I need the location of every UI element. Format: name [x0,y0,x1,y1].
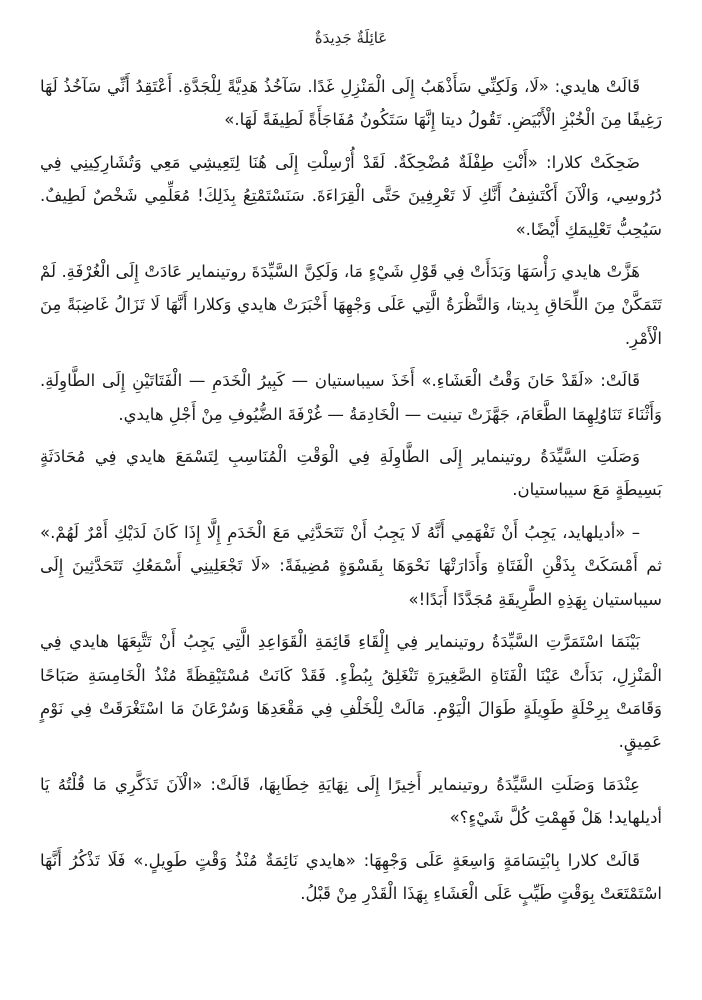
paragraph: قَالَتْ: «لَقَدْ حَانَ وَقْتُ الْعَشَاءِ.» أَخَذَ سيباستيان — كَبِيرُ الْخَدَمِ — الْفَتَاتَيْنِ إِلَى الطَّاوِلَةِ. وَأَثْنَاءَ تَنَاوُلِهِمَا الطَّعَامَ، جَهَّزَتْ تينيت — الْخَادِمَةُ — غُرْفَةَ الضُّيُوفِ مِنْ أَجْلِ هايدي. [40,371,662,424]
page-header-title: عَائِلَةٌ جَدِيدَةٌ [314,29,388,47]
paragraph: – «أديلهايد، يَجِبُ أَنْ تَفْهَمِي أَنَّهُ لَا يَجِبُ أَنْ تَتَحَدَّثِي مَعَ الْخَدَمِ إِلَّا إِذَا كَانَ لَدَيْكِ أَمْرٌ لَهُمْ.» ثم أَمْسَكَتْ بِذَقْنِ الْفَتَاةِ وَأَدَارَتْهَا نَحْوَهَا بِقَسْوَةٍ مُضِيفَةً: «لَا تَجْعَلِينِي أَسْمَعُكِ تَتَحَدَّثِينَ إِلَى سيباستيان بِهَذِهِ الطَّرِيقَةِ مُجَدَّدًا أَبَدًا!» [40,522,662,609]
paragraph: قَالَتْ هايدي: «لَا، وَلَكِنِّي سَأَذْهَبُ إِلَى الْمَنْزِلِ غَدًا. سَآخُذُ هَدِيَّةً لِلْجَدَّةِ. أَعْتَقِدُ أَنِّي سَآخُذُ لَهَا رَغِيفًا مِنَ الْخُبْزِ الْأَبْيَضِ. تَقُولُ ديتا إِنَّهَا سَتَكُونُ مُفَاجَأَةً لَطِيفَةً لَهَا.» [40,77,662,130]
paragraph: بَيْنَمَا اسْتَمَرَّتِ السَّيِّدَةُ روتينماير فِي إِلْقَاءِ قَائِمَةِ الْقَوَاعِدِ الَّتِي يَجِبُ أَنْ تَتَّبِعَهَا هايدي فِي الْمَنْزِلِ، بَدَأَتْ عَيْنَا الْفَتَاةِ الصَّغِيرَةِ تَنْغَلِقُ بِبُطْءٍ. فَقَدْ كَانَتْ مُسْتَيْقِظَةً مُنْذُ الْخَامِسَةِ صَبَاحًا وَقَامَتْ بِرِحْلَةٍ طَوِيلَةٍ طَوَالَ الْيَوْمِ. مَالَتْ لِلْخَلْفِ فِي مَقْعَدِهَا وَسُرْعَانَ مَا اسْتَغْرَقَتْ فِي نَوْمٍ عَمِيقٍ. [40,632,662,752]
paragraph: عِنْدَمَا وَصَلَتِ السَّيِّدَةُ روتينماير أَخِيرًا إِلَى نِهَايَةِ خِطَابِهَا، قَالَتْ: «الْآنَ تَذَكَّرِي مَا قُلْتُهُ يَا أديلهايد! هَلْ فَهِمْتِ كُلَّ شَيْءٍ؟» [40,774,662,828]
paragraph: ضَحِكَتْ كلارا: «أَنْتِ طِفْلَةٌ مُضْحِكَةٌ. لَقَدْ أُرْسِلْتِ إِلَى هُنَا لِتَعِيشِي مَعِي وَتُشَارِكِينِي فِي دُرُوسِي، وَالْآنَ أَكْتَشِفُ أَنَّكِ لَا تَعْرِفِينَ حَتَّى الْقِرَاءَةَ. سَنَسْتَمْتِعُ بِذَلِكَ! مُعَلِّمِي شَخْصٌ لَطِيفٌ. سَيُحِبُّ تَعْلِيمَكِ أَيْضًا.» [40,152,662,239]
body-text [40,70,662,910]
paragraph: وَصَلَتِ السَّيِّدَةُ روتينماير إِلَى الطَّاوِلَةِ فِي الْوَقْتِ الْمُنَاسِبِ لِتَسْمَعَ هايدي فِي مُحَادَثَةٍ بَسِيطَةٍ مَعَ سيباستيان. [40,447,662,500]
paragraph: قَالَتْ كلارا بِابْتِسَامَةٍ وَاسِعَةٍ عَلَى وَجْهِهَا: «هايدي نَائِمَةٌ مُنْذُ وَقْتٍ طَوِيلٍ.» فَلَا تَذْكُرُ أَنَّهَا اسْتَمْتَعَتْ بِوَقْتٍ طَيِّبٍ عَلَى الْعَشَاءِ بِهَذَا الْقَدْرِ مِنْ قَبْلُ. [40,850,662,903]
paragraph: هَزَّتْ هايدي رَأْسَهَا وَبَدَأَتْ فِي قَوْلِ شَيْءٍ مَا، وَلَكِنَّ السَّيِّدَةَ روتينماير عَادَتْ إِلَى الْغُرْفَةِ. لَمْ تَتَمَكَّنْ مِنَ اللِّحَاقِ بِديتا، وَالنَّظْرَةُ الَّتِي عَلَى وَجْهِهَا أَخْبَرَتْ هايدي وَكلارا أَنَّهَا لَا تَزَالُ غَاضِبَةً مِنَ الْأَمْرِ. [40,262,662,348]
